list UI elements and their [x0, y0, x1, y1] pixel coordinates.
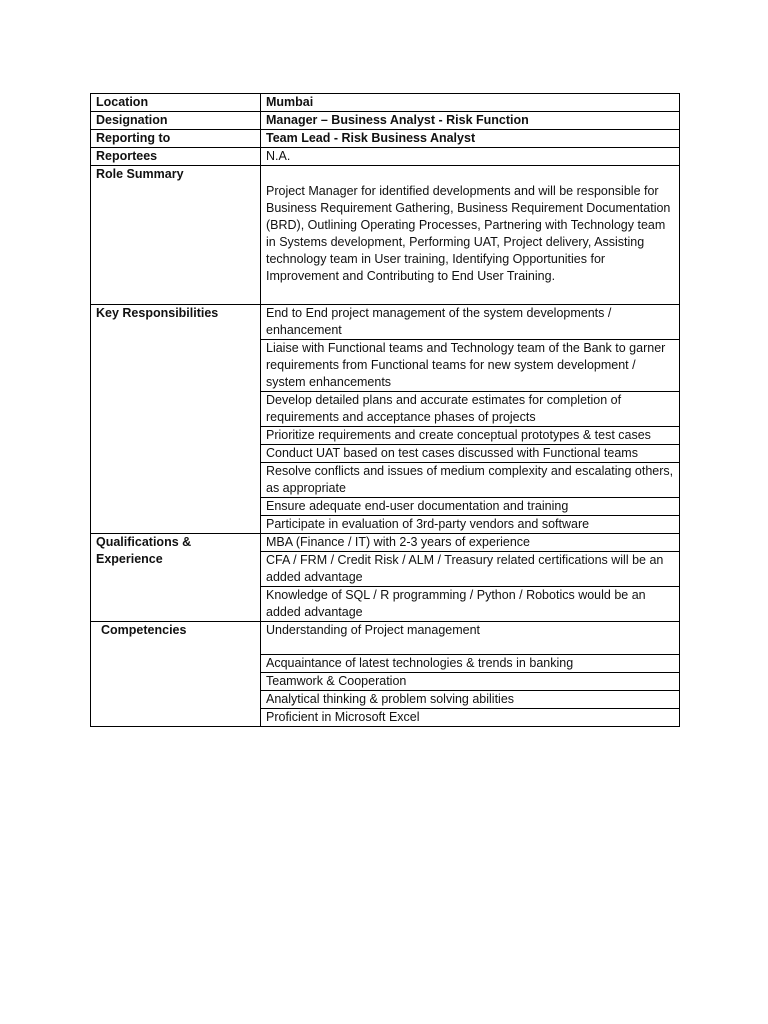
designation-row — [91, 112, 680, 130]
designation-value: Manager – Business Analyst - Risk Function — [261, 112, 680, 130]
list-item: Understanding of Project management — [261, 622, 680, 655]
list-item: Prioritize requirements and create conceptual prototypes & test cases — [261, 427, 680, 445]
list-item: Proficient in Microsoft Excel — [261, 709, 680, 727]
competencies-label: Competencies — [91, 622, 261, 727]
reportees-row — [91, 148, 680, 166]
table-row — [91, 305, 680, 340]
table-row — [91, 622, 680, 655]
list-item: Acquaintance of latest technologies & trends in banking — [261, 655, 680, 673]
list-item: Teamwork & Cooperation — [261, 673, 680, 691]
table-row — [91, 534, 680, 552]
list-item: CFA / FRM / Credit Risk / ALM / Treasury related certifications will be an added advantage — [261, 552, 680, 587]
reporting-to-row — [91, 130, 680, 148]
list-item: Analytical thinking & problem solving abilities — [261, 691, 680, 709]
reportees-label: Reportees — [91, 148, 261, 166]
list-item: Participate in evaluation of 3rd-party vendors and software — [261, 516, 680, 534]
role-summary-row — [91, 166, 680, 305]
job-description-table — [90, 93, 680, 727]
role-summary-text: Project Manager for identified developments and will be responsible for Business Requirement Gathering, Business Requirement Documentation (BRD), Outlining Operating Processes, Partnering with Technology team in Systems development, Performing UAT, Project delivery, Assisting technology team in User training, Identifying Opportunities for Improvement and Contributing to End User Training. — [261, 166, 680, 305]
list-item: Ensure adequate end-user documentation and training — [261, 498, 680, 516]
location-row — [91, 94, 680, 112]
list-item: Develop detailed plans and accurate estimates for completion of requirements and acceptance phases of projects — [261, 392, 680, 427]
reporting-to-value: Team Lead - Risk Business Analyst — [261, 130, 680, 148]
role-summary-label: Role Summary — [91, 166, 261, 305]
designation-label: Designation — [91, 112, 261, 130]
list-item: End to End project management of the system developments / enhancement — [261, 305, 680, 340]
list-item: Liaise with Functional teams and Technology team of the Bank to garner requirements from Functional teams for new system development / system enhancements — [261, 340, 680, 392]
location-label: Location — [91, 94, 261, 112]
qualifications-label: Qualifications & Experience — [91, 534, 261, 622]
list-item: Resolve conflicts and issues of medium complexity and escalating others, as appropriate — [261, 463, 680, 498]
list-item: Knowledge of SQL / R programming / Python / Robotics would be an added advantage — [261, 587, 680, 622]
list-item: MBA (Finance / IT) with 2-3 years of experience — [261, 534, 680, 552]
key-responsibilities-label: Key Responsibilities — [91, 305, 261, 534]
list-item: Conduct UAT based on test cases discussed with Functional teams — [261, 445, 680, 463]
location-value: Mumbai — [261, 94, 680, 112]
reporting-to-label: Reporting to — [91, 130, 261, 148]
reportees-value: N.A. — [261, 148, 680, 166]
